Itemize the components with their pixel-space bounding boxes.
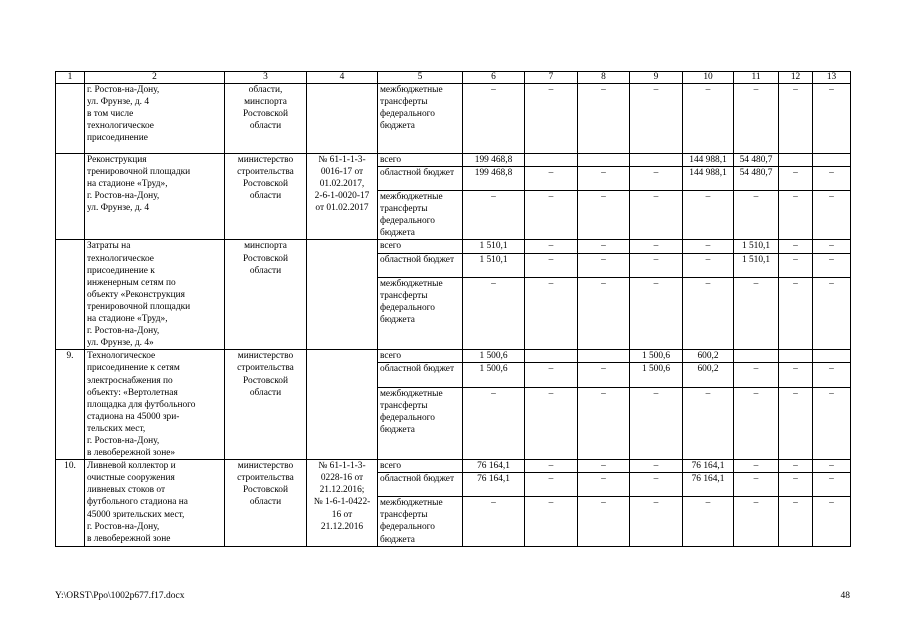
- amount-cell: –: [578, 363, 630, 387]
- column-number: 3: [225, 72, 307, 84]
- amount-cell: –: [779, 497, 813, 546]
- file-path: Y:\ORST\Ppo\1002p677.f17.docx: [55, 591, 185, 601]
- amount-cell: –: [630, 84, 683, 154]
- amount-cell: 1 510,1: [734, 240, 779, 253]
- amount-cell: –: [463, 497, 525, 546]
- object-name: Ливневой коллектор и очистные сооружения ливневых стоков от футбольного стадиона на 45000 зрительских мест, г. Ростов-на-Дону, в левобережной зоне: [85, 460, 225, 546]
- amount-cell: 76 164,1: [683, 460, 734, 473]
- amount-cell: [813, 154, 851, 167]
- amount-cell: –: [813, 84, 851, 154]
- amount-cell: –: [734, 473, 779, 497]
- amount-cell: –: [813, 497, 851, 546]
- amount-cell: 1 500,6: [630, 363, 683, 387]
- column-number: 1: [56, 72, 85, 84]
- amount-cell: –: [578, 253, 630, 277]
- amount-cell: –: [779, 191, 813, 240]
- amount-cell: –: [779, 253, 813, 277]
- column-number: 5: [378, 72, 463, 84]
- amount-cell: –: [578, 240, 630, 253]
- amount-cell: –: [683, 253, 734, 277]
- funding-source: областной бюджет: [378, 253, 463, 277]
- amount-cell: –: [630, 387, 683, 460]
- executor-name: министерство строительства Ростовской области: [225, 460, 307, 546]
- amount-cell: –: [734, 497, 779, 546]
- amount-cell: –: [630, 497, 683, 546]
- executor-name: министерство строительства Ростовской области: [225, 350, 307, 460]
- table-row: [56, 240, 851, 253]
- amount-cell: –: [630, 473, 683, 497]
- funding-source: межбюджетные трансферты федерального бюджета: [378, 84, 463, 154]
- amount-cell: –: [525, 191, 578, 240]
- amount-cell: –: [630, 191, 683, 240]
- amount-cell: 600,2: [683, 363, 734, 387]
- funding-source: межбюджетные трансферты федерального бюджета: [378, 277, 463, 350]
- amount-cell: –: [779, 277, 813, 350]
- amount-cell: 76 164,1: [463, 460, 525, 473]
- amount-cell: –: [813, 191, 851, 240]
- funding-source: областной бюджет: [378, 363, 463, 387]
- amount-cell: 144 988,1: [683, 154, 734, 167]
- funding-source: межбюджетные трансферты федерального бюджета: [378, 387, 463, 460]
- funding-source: межбюджетные трансферты федерального бюджета: [378, 497, 463, 546]
- amount-cell: –: [779, 167, 813, 191]
- column-number: 13: [813, 72, 851, 84]
- amount-cell: –: [463, 84, 525, 154]
- amount-cell: –: [525, 460, 578, 473]
- amount-cell: –: [630, 460, 683, 473]
- amount-cell: –: [734, 191, 779, 240]
- amount-cell: –: [813, 387, 851, 460]
- executor-name: минспорта Ростовской области: [225, 240, 307, 350]
- amount-cell: 1 510,1: [463, 240, 525, 253]
- amount-cell: [779, 154, 813, 167]
- amount-cell: –: [578, 191, 630, 240]
- amount-cell: 600,2: [683, 350, 734, 363]
- amount-cell: –: [525, 253, 578, 277]
- amount-cell: –: [734, 363, 779, 387]
- amount-cell: [734, 350, 779, 363]
- amount-cell: –: [463, 191, 525, 240]
- document-ref: [307, 350, 378, 460]
- document-ref: № 61-1-1-3- 0228-16 от 21.12.2016; № 1-6-1-0422- 16 от 21.12.2016: [307, 460, 378, 546]
- amount-cell: –: [525, 240, 578, 253]
- amount-cell: [630, 154, 683, 167]
- row-number: 9.: [56, 350, 85, 460]
- column-number: 10: [683, 72, 734, 84]
- amount-cell: –: [734, 387, 779, 460]
- amount-cell: 1 500,6: [463, 363, 525, 387]
- table-row: [56, 84, 851, 154]
- amount-cell: –: [779, 387, 813, 460]
- amount-cell: –: [578, 387, 630, 460]
- amount-cell: 76 164,1: [463, 473, 525, 497]
- amount-cell: –: [779, 363, 813, 387]
- amount-cell: –: [683, 497, 734, 546]
- amount-cell: –: [683, 84, 734, 154]
- column-number: 2: [85, 72, 225, 84]
- amount-cell: –: [630, 253, 683, 277]
- amount-cell: 1 510,1: [463, 253, 525, 277]
- executor-name: министерство строительства Ростовской области: [225, 154, 307, 240]
- document-ref: [307, 84, 378, 154]
- object-name: Технологическое присоединение к сетям электроснабжения по объекту: «Вертолетная площадка для футбольного стадиона на 45000 зри- тельских мест, г. Ростов-на-Дону, в левобережной зоне»: [85, 350, 225, 460]
- column-number: 4: [307, 72, 378, 84]
- page-number: 48: [840, 591, 850, 601]
- amount-cell: [525, 154, 578, 167]
- amount-cell: –: [525, 277, 578, 350]
- amount-cell: –: [683, 277, 734, 350]
- amount-cell: –: [683, 191, 734, 240]
- amount-cell: –: [578, 84, 630, 154]
- amount-cell: –: [734, 460, 779, 473]
- object-name: Реконструкция тренировочной площадки на стадионе «Труд», г. Ростов-на-Дону, ул. Фрунзе, д. 4: [85, 154, 225, 240]
- amount-cell: [578, 350, 630, 363]
- column-number: 12: [779, 72, 813, 84]
- amount-cell: –: [525, 167, 578, 191]
- funding-source: всего: [378, 350, 463, 363]
- amount-cell: –: [630, 240, 683, 253]
- amount-cell: –: [779, 460, 813, 473]
- amount-cell: 199 468,8: [463, 154, 525, 167]
- amount-cell: 1 510,1: [734, 253, 779, 277]
- amount-cell: –: [813, 167, 851, 191]
- amount-cell: –: [525, 473, 578, 497]
- amount-cell: 144 988,1: [683, 167, 734, 191]
- funding-source: областной бюджет: [378, 473, 463, 497]
- table-body: [56, 72, 851, 547]
- amount-cell: –: [525, 387, 578, 460]
- amount-cell: –: [813, 277, 851, 350]
- funding-source: областной бюджет: [378, 167, 463, 191]
- table-row: [56, 460, 851, 473]
- amount-cell: [813, 350, 851, 363]
- object-name: Затраты на технологическое присоединение к инженерным сетям по объекту «Реконструкция тренировочной площадки на стадионе «Труд», г. Ростов-на-Дону, ул. Фрунзе, д. 4»: [85, 240, 225, 350]
- amount-cell: [525, 350, 578, 363]
- amount-cell: –: [813, 473, 851, 497]
- amount-cell: –: [734, 277, 779, 350]
- amount-cell: 1 500,6: [630, 350, 683, 363]
- column-number: 8: [578, 72, 630, 84]
- funding-source: межбюджетные трансферты федерального бюджета: [378, 191, 463, 240]
- column-number: 7: [525, 72, 578, 84]
- row-number: 10.: [56, 460, 85, 546]
- amount-cell: –: [813, 240, 851, 253]
- document-ref: [307, 240, 378, 350]
- amount-cell: –: [578, 277, 630, 350]
- object-name: г. Ростов-на-Дону, ул. Фрунзе, д. 4 в том числе технологическое присоединение: [85, 84, 225, 154]
- amount-cell: –: [779, 240, 813, 253]
- amount-cell: –: [525, 363, 578, 387]
- amount-cell: –: [525, 84, 578, 154]
- column-number: 11: [734, 72, 779, 84]
- amount-cell: –: [813, 253, 851, 277]
- amount-cell: –: [779, 84, 813, 154]
- funding-source: всего: [378, 154, 463, 167]
- amount-cell: –: [630, 167, 683, 191]
- funding-source: всего: [378, 460, 463, 473]
- amount-cell: –: [463, 277, 525, 350]
- amount-cell: 199 468,8: [463, 167, 525, 191]
- amount-cell: 54 480,7: [734, 154, 779, 167]
- amount-cell: –: [578, 473, 630, 497]
- executor-name: области, минспорта Ростовской области: [225, 84, 307, 154]
- amount-cell: –: [683, 387, 734, 460]
- column-number: 6: [463, 72, 525, 84]
- amount-cell: [578, 154, 630, 167]
- amount-cell: –: [525, 497, 578, 546]
- table-row: [56, 350, 851, 363]
- amount-cell: –: [779, 473, 813, 497]
- amount-cell: –: [578, 497, 630, 546]
- row-number: [56, 240, 85, 350]
- amount-cell: –: [683, 240, 734, 253]
- amount-cell: –: [578, 460, 630, 473]
- financing-table: [55, 71, 851, 547]
- funding-source: всего: [378, 240, 463, 253]
- amount-cell: 76 164,1: [683, 473, 734, 497]
- amount-cell: [779, 350, 813, 363]
- row-number: [56, 154, 85, 240]
- amount-cell: –: [463, 387, 525, 460]
- row-number: [56, 84, 85, 154]
- amount-cell: –: [578, 167, 630, 191]
- amount-cell: –: [813, 460, 851, 473]
- amount-cell: –: [630, 277, 683, 350]
- column-number-row: [56, 72, 851, 84]
- column-number: 9: [630, 72, 683, 84]
- amount-cell: 1 500,6: [463, 350, 525, 363]
- amount-cell: 54 480,7: [734, 167, 779, 191]
- amount-cell: –: [734, 84, 779, 154]
- document-ref: № 61-1-1-3- 0016-17 от 01.02.2017, 2-6-1-0020-17 от 01.02.2017: [307, 154, 378, 240]
- amount-cell: –: [813, 363, 851, 387]
- table-row: [56, 154, 851, 167]
